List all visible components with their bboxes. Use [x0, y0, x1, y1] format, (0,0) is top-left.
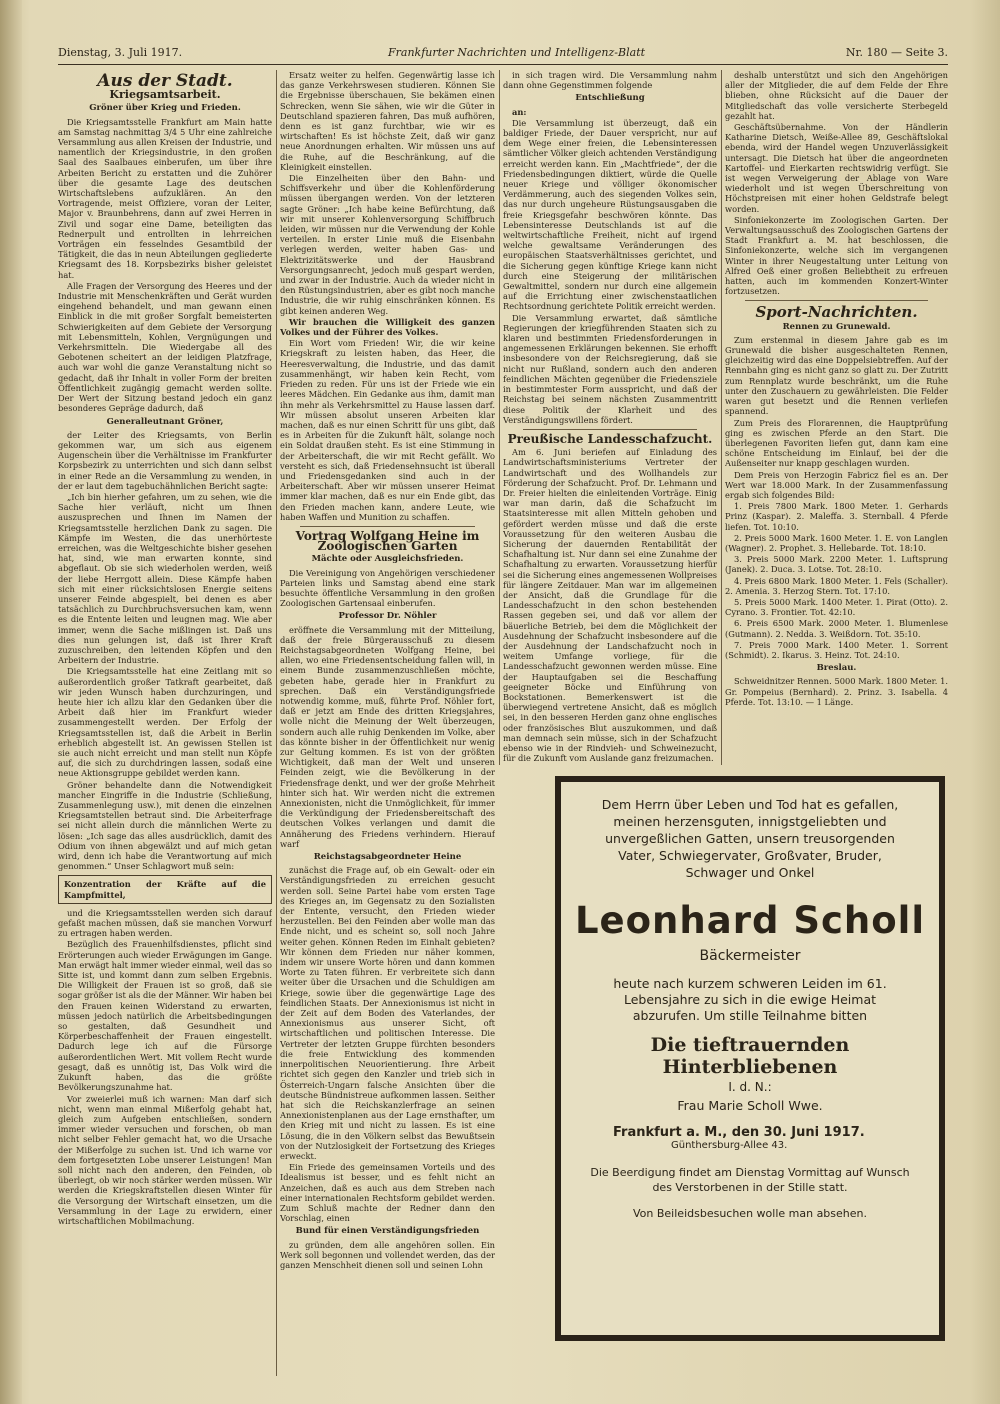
place-date: Frankfurt a. M., den 30. Juni 1917. [613, 1125, 865, 1140]
widow-name: Frau Marie Scholl Wwe. [677, 1098, 823, 1113]
column-rule [499, 70, 500, 765]
race-result: 7. Preis 7000 Mark. 1400 Meter. 1. Sorrent (Schmidt). 2. Ikarus. 3. Heinz. Tot. 24:10. [725, 639, 948, 660]
column-rule [721, 70, 722, 765]
paragraph: Geschäftsübernahme. Von der Händlerin Katharine Dietsch, Weiße-Allee 89, Geschäftslokal ebenda, wird der Handel wegen Unzuverlässigkeit untersagt. Die Dietsch hat über die angeordneten Kartoffel- und Eierkarten rechtswidrig verfügt. Sie ist wegen Verweigerung der Ablage von Ware wiederholt und ist wegen Überschreitung von Höchstpreisen mit einer hohen Geldstrafe belegt worden. [725, 122, 948, 214]
funeral-note: Die Beerdigung findet am Dienstag Vormittag auf Wunsch des Verstorbenen in der Stille statt. [590, 1166, 910, 1194]
subheading: Generalleutnant Gröner, [106, 416, 224, 427]
column-4 [725, 70, 948, 765]
deceased-name: Leonhard Scholl [574, 899, 926, 942]
subheading: Entschließung [575, 93, 645, 104]
obituary-text: heute nach kurzem schweren Leiden im 61. Lebensjahre zu sich in die ewige Heimat abzurufen. Um stille Teilnahme bitten [613, 976, 887, 1023]
paragraph: Ein Friede des gemeinsamen Vorteils und des Idealismus ist besser, und es fehlt nicht an Anzeichen, daß es auch aus dem Streben nach einer internationalen Rechtsform gebildet werden. Zum Schluß machte der Redner dann den Vorschlag, einen [280, 1162, 495, 1224]
paragraph: Die Vereinigung von Angehörigen verschiedener Parteien links und Samstag abend eine stark besuchte öffentliche Versammlung in den großen Zoologischen Gartensaal einberufen. [280, 567, 495, 609]
header-rule [58, 64, 948, 65]
column-1 [58, 70, 272, 1376]
obituary-notice [555, 776, 945, 1341]
boxed-slogan [58, 875, 272, 903]
paragraph: „Ich bin hierher gefahren, um zu sehen, wie die Sache hier verläuft, nicht um Ihnen auszusprechen und Ihnen im Namen der Kriegsamtsstelle herzlichen Dank zu sagen. Die Kämpfe im Westen, die das unerhörteste erreichen, was die Weltgeschichte bisher gesehen hat, sind, wie man erwarten konnte, sind abgeflaut. Ob sie sich wiederholen werden, weiß der liebe Herrgott allein. Diese Kämpfe haben sich mit einer rücksichtslosen Energie seitens unserer Feinde abgespielt, bei denen es aber tatsächlich zu Durchbruchsversuchen kam, wenn es die Entente leiten und leugnen mag. Wie aber immer, wenn die Sache mißlingen ist. Daß uns dies nun gelungen ist, daß ist Ihrer Kraft zuzuschreiben, den leitenden Köpfen und den Arbeitern der Industrie. [58, 491, 272, 666]
paragraph: an: [512, 106, 527, 117]
paragraph: Zum erstenmal in diesem Jahre gab es im Grunewald die bisher ausgeschalteten Rennen, gleichzeitig wird das eine Doppelsiebtreffen. Auf der Rennbahn ging es nicht ganz so glatt zu. Der Zutritt zum Rennplatz wurde beschränkt, um die Ruhe unter den Zuschauern zu gewährleisten. Die Felder waren gut besetzt und die Rennen verliefen spannend. [725, 334, 948, 417]
race-result: 2. Preis 5000 Mark. 1600 Meter. 1. E. von Langlen (Wagner). 2. Prophet. 3. Hellebarde. Tot. 18:10. [725, 532, 948, 553]
column-3 [503, 70, 717, 765]
race-result: 4. Preis 6800 Mark. 1800 Meter. 1. Fels (Schaller). 2. Amenia. 3. Herzog Stern. Tot. 17:10. [725, 575, 948, 596]
paragraph: Bezüglich des Frauenhilfsdienstes, pflicht sind Erörterungen auch wieder Erwägungen im Gange. Man erwägt halt immer wieder einmal, weil das so Sitte ist, und kommt dann zum selben Ergebnis. Die Willigkeit der Frauen ist so groß, daß sie sogar größer ist als die der Männer. Wir haben bei den Frauen keinen Widerstand zu erwarten, müssen jedoch natürlich die Arbeitsbedingungen so gestalten, daß Gesundheit und Körperbeschaffenheit der Frauen eingestellt. Dadurch lege ich auf die Fürsorge außerordentlichen Wert. Mit vollem Recht wurde gesagt, daß es unnötig ist, Das Volk wird die Zukunft haben, das die größte Bevölkerungszunahme hat. [58, 939, 272, 1093]
paragraph: Am 6. Juni beriefen auf Einladung des Landwirtschaftsministeriums Vertreter der Landwirtschaft und des Wollhandels zur Förderung der Schafzucht. Prof. Dr. Lehmann und Dr. Freier hielten die einleitenden Vorträge. Einig war man darin, daß die Schafzucht im Staatsinteresse mit allen Mitteln gehoben und gefördert werden müsse und daß die erste Voraussetzung für den weiteren Ausbau die Sicherung der dauernden Rentabilität der Schafhaltung ist. Nur dann sei eine Zunahme der Schafhaltung zu erwarten. Voraussetzung hierfür sei die Sicherung eines angemessenen Wollpreises für längere Zeitdauer. Man war im allgemeinen der Ansicht, daß die Grundlage für die Landesschafzucht in den schon bestehenden Rassen gegeben sei, und daß vor allem der bäuerliche Betrieb, bei dem die Möglichkeit der Ausdehnung der Schafzucht insbesondere auf die der Ausdehnung der Landschafzucht noch in weitem Umfange vorliege, für die Landesschafzucht gewonnen werden müsse. Eine der Hauptaufgaben sei die Beschaffung geeigneter Böcke und Einführung von Bockstationen. Bemerkenswert ist die überwiegend vertretene Ansicht, daß es möglich sei, in den besseren Herden ganz ohne englisches oder französisches Blut auszukommen, und daß man demnach sein müsse, sich in der Schafzucht ebenso wie in der Rindvieh- und Schweinezucht, für die Zukunft vom Auslande ganz freizumachen. [503, 447, 717, 764]
article-title: Kriegsamtsarbeit. [109, 88, 221, 102]
article-subtitle: Rennen zu Grunewald. [782, 321, 891, 332]
race-result: 6. Preis 6500 Mark. 2000 Meter. 1. Blumenlese (Gutmann). 2. Nedda. 3. Weißdorn. Tot. 35:10. [725, 618, 948, 639]
paragraph: zu gründen, dem alle angehören sollen. Ein Werk soll begonnen und vollendet werden, das der ganzen Menschheit dienen soll und seinen Lohn [280, 1239, 495, 1270]
paragraph: Sinfoniekonzerte im Zoologischen Garten. Der Verwaltungsausschuß des Zoologischen Gartens der Stadt Frankfurt a. M. hat beschlossen, die Sinfoniekonzerte, welche sich im vergangenen Winter in ihrer Neugestaltung unter Leitung von Alfred Oeß einer großen Beliebtheit zu erfreuen hatten, auch im kommenden Konzert-Winter fortzusetzen. [725, 214, 948, 297]
race-result: 1. Preis 7800 Mark. 1800 Meter. 1. Gerhards Prinz (Kaspar). 2. Maleffa. 3. Sternball. 4 Pferde liefen. Tot. 10:10. [725, 501, 948, 532]
paragraph: Ein Wort vom Frieden! Wir, die wir keine Kriegskraft zu leisten haben, das Heer, die Heeresverwaltung, die Industrie, und das damit zusammenhängt, wir haben kein Recht, vom Frieden zu reden. Für uns ist der Friede wie ein leeres Mädchen. Ein Gedanke aus ihm, damit man ihn mehr als Verkehrsmittel zu Hause lassen darf. Wir müssen absolut unseren Arbeiten klar machen, daß es nur einen Schritt für uns gibt, daß es in Arbeiten für die Zukunft hält, solange noch ein Soldat draußen steht. Es ist eine Stimmung in der Arbeiterschaft, die wir mit Recht gefällt. Wo versteht es sich, daß Friedensehnsucht ist überall und Friedensgedanken sind auch in der Arbeiterschaft. Aber wir müssen unserer Heimat immer klar machen, daß es nur ein Ende gibt, das den Frieden machen kann, andere Leute, wie haben Waffen und Munition zu schaffen. [280, 338, 495, 522]
column-rule [276, 70, 277, 1376]
subheading: Bund für einen Verständigungsfrieden [295, 1226, 480, 1237]
bold-paragraph: Wir brauchen die Willigkeit des ganzen Volkes und der Führer des Volkes. [280, 316, 495, 338]
paragraph: Zum Preis des Florarennen, die Hauptprüfung ging es zwischen Pferde an den Start. Die überlegenen Favoriten liefen gut, dann kam eine schöne Entscheidung im Einlauf, bei der die Außenseiter nur knapp geschlagen wurden. [725, 417, 948, 469]
race-result: Schweidnitzer Rennen. 5000 Mark. 1800 Meter. 1. Gr. Pompeius (Bernhard). 2. Prinz. 3. Isabella. 4 Pferde. Tot. 13:10. — 1 Länge. [725, 676, 948, 707]
paragraph: Die Kriegsamtsstelle Frankfurt am Main hatte am Samstag nachmittag 3/4 5 Uhr eine zahlreiche Versammlung aus allen Kreisen der Industrie, und namentlich der Kriegsindustrie, in den großen Saal des Saalbaues einberufen, um über ihre Arbeiten Bericht zu erstatten und die Zuhörer über die gesamte Lage des deutschen Wirtschaftslebens aufzuklären. An den Vortragende, meist Offiziere, voran der Leiter, Major v. Braunbehrens, dann auf zwei Herren in Zivil und sogar eine Dame, beteiligten das Rednerpult und entrollten in lehrreichen Vorträgen ein fesselndes Gesamtbild der Tätigkeit, die das in neun Abteilungen gegliederte Kriegsamt des 18. Korpsbezirks bisher geleistet hat. [58, 116, 272, 280]
paragraph: Vor zweierlei muß ich warnen: Man darf sich nicht, wenn man einmal Mißerfolg gehabt hat, gleich zum Aufgeben entschließen, sondern immer wieder versuchen und forschen, ob man nicht selber Fehler gemacht hat, wo die Ursache der Mißerfolge zu suchen ist. Und ich warne vor dem fortgesetzten Lobe unserer Leistungen! Man soll nicht nach den anderen, den Feinden, ob überlegt, ob wir noch stärker werden müssen. Wir werden die Kriegskraftstellen diesen Winter für die Versorgung der Wirtschaft einsetzen, um die Versammlung in der Lage zu erwidern, einer wirtschaftlichen Mobilmachung. [58, 1093, 272, 1226]
paragraph [503, 764, 717, 765]
header-paper-name: Frankfurter Nachrichten und Intelligenz-Blatt [388, 46, 646, 59]
paragraph: Ersatz weiter zu helfen. Gegenwärtig lasse ich das ganze Verkehrswesen studieren. Können Sie die Ergebnisse überschauen, Sie bekämen einen Schrecken, wenn Sie sähen, wie wir die Güter in Deutschland spazieren fahren, Das muß aufhören, denn es ist ganz furchtbar, wie wir es wirtschaften! Es ist höchste Zeit, daß wir ganz neue Anordnungen erhalten. Wir müssen uns auf die Ruhe, auf die Beschränkung, auf die Kleinigkeit einstellen. [280, 70, 495, 172]
divider [523, 429, 697, 430]
page-fold [0, 0, 22, 1404]
on-behalf-label: I. d. N.: [728, 1080, 772, 1094]
page-header [58, 46, 948, 62]
section-title: Aus der Stadt. [97, 71, 233, 91]
paragraph: eröffnete die Versammlung mit der Mitteilung, daß der freie Bürgerausschuß zu diesem Reichstagsabgeordneten Wolfgang Heine, bei allen, wo eine Friedensentscheidung fallen will, in einem Bunde zusammenzuschließen möchte, gebeten habe, gerade hier in Frankfurt zu sprechen. Daß ein Verständigungsfriede notwendig komme, muß, führte Prof. Nöhler fort, daß er jetzt am Ende des dritten Kriegsjahres, wolle nicht die Meinung der Welt überzeugen, sondern auch alle ruhig Denkenden im Volke, aber das könnte bisher in der Öffentlichkeit nur wenig zur Geltung kommen. Es ist von der größten Wichtigkeit, daß man der Welt und unseren Feinden zeigt, wie die Bevölkerung in der Friedensfrage denkt, und wer der große Mehrheit hinter sich hat. Wir werden nicht die extremen Annexionisten, nicht die Unmöglichkeit, für immer die Verkündigung der Friedensbereitschaft des deutschen Volkes verlangen und damit die Annäherung des Friedens verhindern. Hierauf warf [280, 624, 495, 849]
paragraph: und die Kriegsamtsstellen werden sich darauf gefaßt machen müssen, daß sie manchen Vorwurf zu ertragen haben werden. [58, 907, 272, 939]
paragraph: Dem Preis von Herzogin Fabricz fiel es an. Der Wert war 18.000 Mark. In der Zusammenfassung ergab sich folgendes Bild: [725, 469, 948, 500]
subheading: Reichstagsabgeordneter Heine [313, 852, 462, 863]
mourners-heading: Die tieftrauernden Hinterbliebenen [650, 1034, 850, 1078]
header-date: Dienstag, 3. Juli 1917. [58, 46, 183, 59]
divider [300, 526, 475, 527]
section-title: Sport-Nachrichten. [755, 303, 918, 322]
article-title: Vortrag Wolfgang Heine im Zoologischen Garten [295, 528, 480, 554]
obituary-intro: Dem Herrn über Leben und Tod hat es gefallen, meinen herzensguten, innigstgeliebten und unvergeßlichen Gatten, unsern treusorgenden Vater, Schwiegervater, Großvater, Bruder, Schwager und Onkel [601, 797, 899, 880]
column-2 [280, 70, 495, 1376]
article-title: Preußische Landesschafzucht. [507, 431, 713, 446]
article-kicker: Gröner über Krieg und Frieden. [89, 103, 241, 114]
subheading: Professor Dr. Nöhler [338, 611, 437, 622]
slogan-text: Konzentration der Kräfte auf die Kampfmittel, [64, 879, 266, 900]
subheading: Breslau. [816, 663, 857, 674]
paragraph: deshalb unterstützt und sich den Angehörigen aller der Mitglieder, die auf dem Felde der Ehre blieben, ohne Rücksicht auf die Dauer der Mitgliedschaft das volle versicherte Sterbegeld gezahlt hat. [725, 70, 948, 121]
race-result: 5. Preis 5000 Mark. 1400 Meter. 1. Pirat (Otto). 2. Cyrano. 3. Frontier. Tot. 42:10. [725, 596, 948, 618]
paragraph: der Leiter des Kriegsamts, von Berlin gekommen war, um sich aus eigenem Augenschein über die Verhältnisse im Frankfurter Korpsbezirk zu unterrichten und sich dann selbst in einer Rede an die Versammlung zu wenden, in der er laut dem tagebuchähnlichen Bericht sagte: [58, 429, 272, 491]
paragraph: Die Versammlung ist überzeugt, daß ein baldiger Friede, der Dauer verspricht, nur auf dem Wege einer freien, die Lebensinteressen sämtlicher Völker gleich achtenden Verständigung erreicht werden kann. Ein „Machtfriede“, der die Friedensbedingungen diktiert, würde die Quelle neuer Kriege und völliger ökonomischer Verdämmerung, auch des siegenden Volkes sein, das nur durch ungeheure Rüstungsausgaben die freie Kriegsgefahr beschwören könnte. Das Lebensinteresse Deutschlands ist auf die weltwirtschaftliche Freiheit, nicht auf irgend welche gewaltsame Veränderungen des europäischen Staatsverhältnisses gerichtet, und die Sicherung gegen künftige Kriege kann nicht durch eine Steigerung der militärischen Gewaltmittel, sondern nur durch eine allgemein auf die Errichtung einer zwischenstaatlichen Rechtsordnung gerichtete Politik erreicht werden. [503, 117, 717, 312]
paragraph: in sich tragen wird. Die Versammlung nahm dann ohne Gegenstimmen folgende [503, 70, 717, 91]
divider [745, 300, 928, 301]
paragraph: Die Versammlung erwartet, daß sämtliche Regierungen der kriegführenden Staaten sich zu klaren und bestimmten Friedensforderungen in angemessenen Erklärungen bekennen. Sie erhofft insbesondere von der Reichsregierung, daß sie nicht nur Rußland, sondern auch den anderen feindlichen Mächten gegenüber die Friedensziele in bestimmtester Form ausspricht, und daß der Reichstag bei seinem nächsten Zusammentritt diese Politik der Klarheit und des Verständigungswillens fördert. [503, 312, 717, 425]
header-page-number: Nr. 180 — Seite 3. [845, 46, 948, 59]
race-result: 3. Preis 5000 Mark. 2200 Meter. 1. Luftsprung (Janek). 2. Duca. 3. Lotse. Tot. 28:10. [725, 554, 948, 575]
condolence-note: Von Beileidsbesuchen wolle man absehen. [633, 1207, 867, 1220]
address: Günthersburg-Allee 43. [671, 1140, 788, 1151]
paragraph: Gröner behandelte dann die Notwendigkeit mancher Eingriffe in die Industrie (Schließung, Zusammenlegung usw.), mit denen die einzelnen Kriegsamtstellen betraut sind. Die Arbeiterfrage sei nicht allein durch die männlichen Werte zu lösen: „Ich sage das alles ausdrücklich, damit des Odium von ihnen abgewälzt und auf mich getan wird, denn ich habe die Verantwortung auf mich genommen.“ Unser Schlagwort muß sein: [58, 779, 272, 872]
paragraph: Die Einzelheiten über den Bahn- und Schiffsverkehr und über die Kohlenförderung müssen übergangen werden. Von der letzteren sagte Gröner: „Ich habe keine Befürchtung, daß wir mit unserer Kohlenversorgung Schiffbruch leiden, wir müssen nur die Verwendung der Kohle verteilen. In erster Linie muß die Eisenbahn verlegen werden, weiter haben Gas- und Elektrizitätswerke und der Hausbrand Versorgungsanrecht, jedoch muß gespart werden, und zwar in der Industrie. Auch da wieder nicht in den Rüstungsindustrien, aber es gibt noch manche Industrie, die wir ruhig einschränken können. Es gibt keinen anderen Weg. [280, 173, 495, 316]
paragraph: zunächst die Frage auf, ob ein Gewalt- oder ein Verständigungsfrieden zu erreichen gesucht werden soll. Seine Partei habe vom ersten Tage des Krieges an, im Gegensatz zu den Sozialisten der Entente, versucht, den Frieden wieder herzustellen. Bei den Feinden aber wolle man das Ende nicht, und es scheint so, soll noch Jahre weiter gehen. Können Reden im Einhalt gebieten? Wir können dem Frieden nur näher kommen, indem wir unsere Worte hören und dann kommen Worte zu Taten führen. Er verbreitete sich dann weiter über die Ursachen und die Schuldigen am Kriege, sowie über die gegenwärtige Lage des feindlichen Staats. Der Annexionismus ist nicht in der Zeit auf dem Boden des Vaterlandes, der Annexionismus aus unserer Sicht, oft wirtschaftlichen und politischen Interesse. Die Vertreter der letzten Gruppe fürchten besonders die freie Entwicklung des kommenden innerpolitischen Neuorientierung. Ihre Arbeit richtet sich gegen den Kanzler und trieb sich in Österreich-Ungarn falsche Ansichten über die deutsche Bündnistreue aufkommen lassen. Seither hat sich die Reichskanzlerfrage an seinen Annexionistenplanen aus der Lage ernsthafter, um den Krieg mit und nicht zu lassen. Es ist eine Lösung, die in den Völkern selbst das Bewußtsein von der Nutzlosigkeit der Fortsetzung des Krieges erweckt. [280, 865, 495, 1161]
deceased-profession: Bäckermeister [699, 948, 801, 964]
paragraph: Die Kriegsamtsstelle hat eine Zeitlang mit so außerordentlich großer Tatkraft gearbeitet, daß wir jeden Wunsch haben durchzuringen, und heute hier ich allzu klar den Gedanken über die Arbeit daß hier im Frankfurt wieder zusammengestellt werden. Der Erfolg der Kriegsamtsstellen ist, daß die Arbeit in Berlin erheblich abgestellt ist. An gewissen Stellen ist sie auch nicht erreicht und man stellt nun Köpfe auf, die sich zu durchdringen lassen, sodaß eine neue Aktionsgruppe gebildet werden kann. [58, 666, 272, 779]
article-subtitle: Mächte oder Ausgleichsfrieden. [311, 554, 464, 565]
paragraph: Alle Fragen der Versorgung des Heeres und der Industrie mit Menschenkräften und Gerät wurden eingehend behandelt, und man gewann einen Einblick in die mit großer Sorgfalt bemeisterten Schwierigkeiten auf dem Gebiete der Versorgung mit Lebensmitteln, Kohlen, Vergnügungen und Verkehrsmitteln. Die Wiedergabe all des Gebotenen scheitert an der leidigen Platzfrage, auch war wohl die ganze Veranstaltung nicht so gedacht, daß ihr Inhalt in voller Form der breiten Öffentlichkeit zugängig gemacht werden sollte. Der Wert der Sitzung bestand jedoch ein ganz besonderes Gepräge dadurch, daß [58, 280, 272, 414]
